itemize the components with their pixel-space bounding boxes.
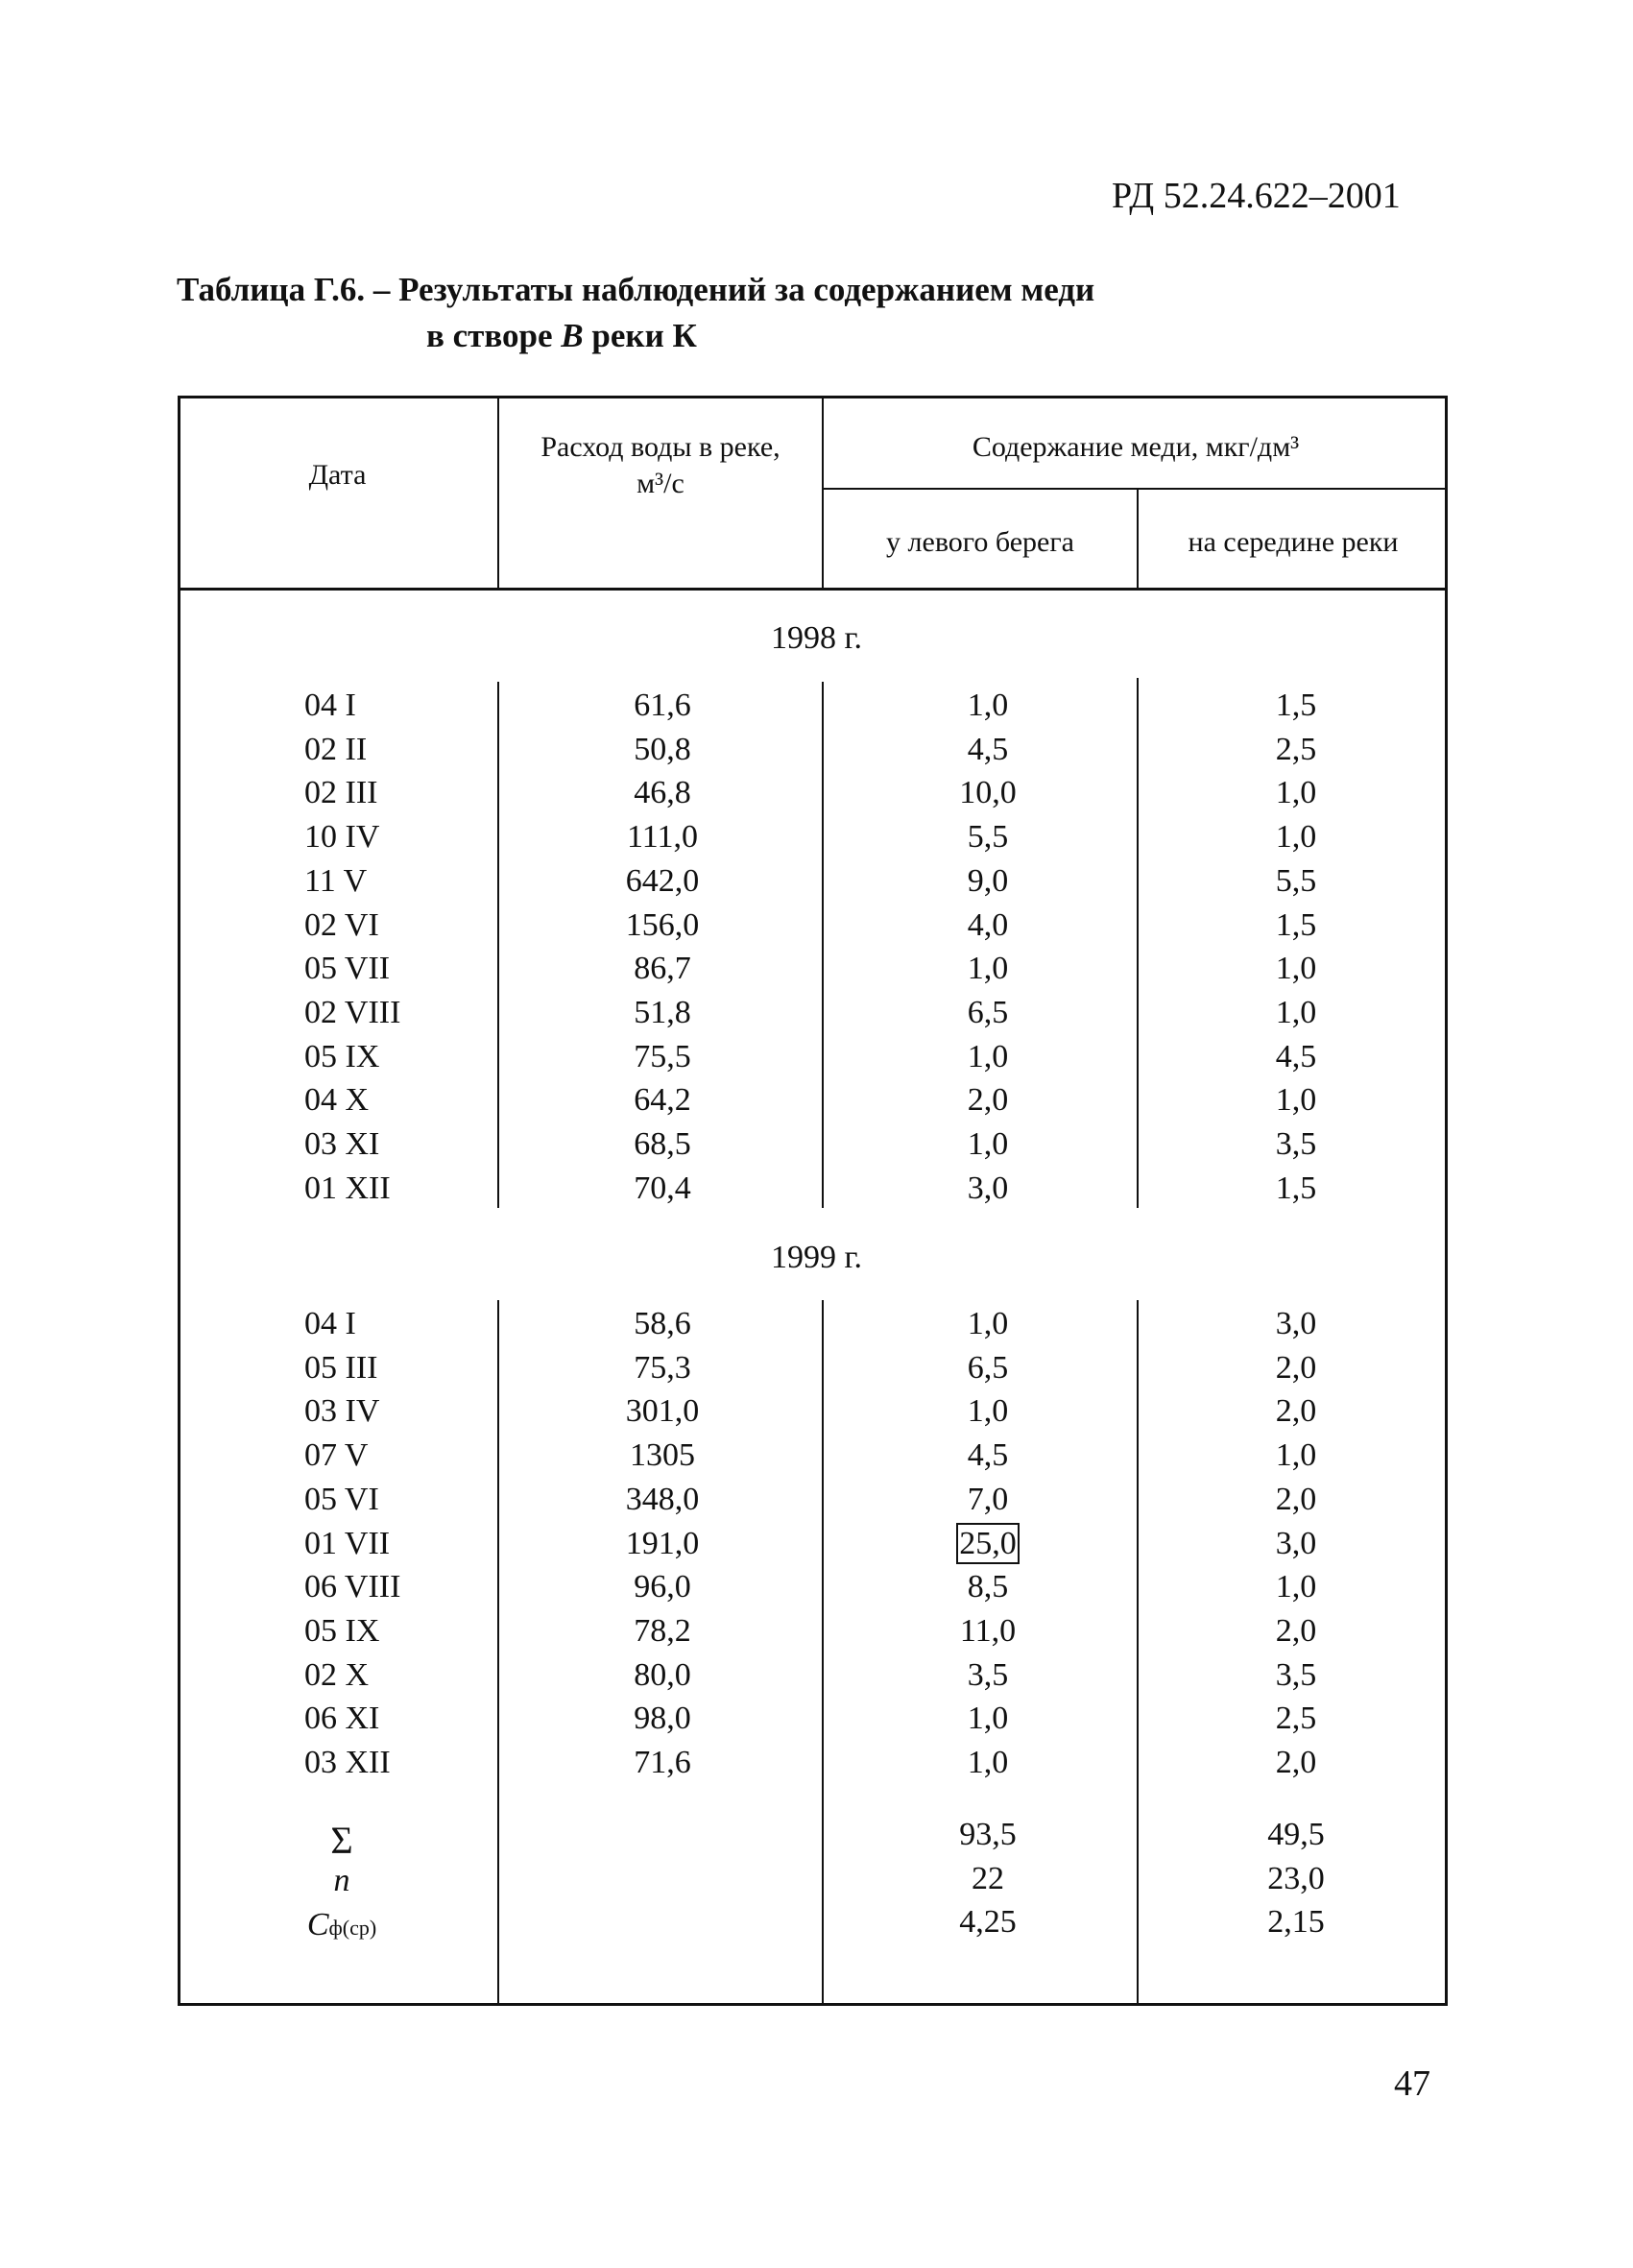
row-flow: 58,6 [634, 1306, 691, 1341]
row-date: 05 VII [304, 951, 391, 986]
row-flow: 75,5 [634, 1039, 691, 1074]
row-date: 06 VIII [304, 1569, 401, 1604]
row-left-bank: 1,0 [967, 1701, 1009, 1736]
row-mid-river: 2,0 [1275, 1482, 1317, 1517]
row-mid-river: 1,0 [1275, 1569, 1317, 1604]
row-left-bank: 4,5 [967, 732, 1009, 767]
c-symbol-subscript: ф(ср) [328, 1916, 377, 1940]
row-mid-river: 3,0 [1275, 1306, 1317, 1341]
c-symbol [284, 1907, 399, 1943]
row-flow: 71,6 [634, 1745, 691, 1780]
row-date: 05 IX [304, 1039, 380, 1074]
row-date: 01 VII [304, 1526, 391, 1561]
row-flow: 70,4 [634, 1170, 691, 1206]
c-left: 4,25 [959, 1904, 1017, 1940]
row-flow: 1305 [630, 1437, 695, 1473]
row-left-bank: 3,5 [967, 1657, 1009, 1693]
row-mid-river: 5,5 [1275, 863, 1317, 899]
row-date: 02 III [304, 775, 378, 810]
row-flow: 642,0 [625, 863, 700, 899]
row-left-bank: 6,5 [967, 995, 1009, 1030]
row-date: 03 XII [304, 1745, 391, 1780]
row-left-bank: 8,5 [967, 1569, 1009, 1604]
row-left-bank: 4,5 [967, 1437, 1009, 1473]
n-left: 22 [972, 1861, 1004, 1896]
vline-1999-2 [822, 1300, 824, 2006]
row-date: 10 IV [304, 819, 380, 855]
row-left-bank: 1,0 [967, 1393, 1009, 1429]
row-left-bank: 1,0 [967, 951, 1009, 986]
row-left-bank: 5,5 [967, 819, 1009, 855]
sum-left: 93,5 [959, 1817, 1017, 1852]
row-mid-river: 2,0 [1275, 1393, 1317, 1429]
vline-1998-3 [1137, 678, 1139, 1208]
row-mid-river: 1,5 [1275, 1170, 1317, 1206]
c-symbol-letter: C [306, 1907, 329, 1942]
header-copper: Содержание меди, мкг/дм³ [972, 431, 1300, 463]
row-date: 11 V [304, 863, 368, 899]
header-date: Дата [308, 459, 367, 491]
row-date: 02 VIII [304, 995, 401, 1030]
row-mid-river: 2,0 [1275, 1745, 1317, 1780]
year-label-1998: 1998 г. [770, 620, 863, 656]
row-date: 07 V [304, 1437, 369, 1473]
row-flow: 61,6 [634, 688, 691, 723]
row-flow: 191,0 [625, 1526, 700, 1561]
row-flow: 51,8 [634, 995, 691, 1030]
row-mid-river: 1,0 [1275, 775, 1317, 810]
row-left-bank: 7,0 [967, 1482, 1009, 1517]
row-date: 02 VI [304, 907, 379, 943]
row-mid-river: 1,0 [1275, 1082, 1317, 1118]
row-date: 03 XI [304, 1126, 380, 1162]
row-flow: 46,8 [634, 775, 691, 810]
n-mid: 23,0 [1267, 1861, 1325, 1896]
title-text-italic: B [561, 317, 584, 354]
year-label-1999: 1999 г. [770, 1240, 863, 1275]
row-date: 05 III [304, 1350, 378, 1386]
row-mid-river: 3,0 [1275, 1526, 1317, 1561]
highlighted-value: 25,0 [959, 1526, 1017, 1561]
row-mid-river: 1,0 [1275, 951, 1317, 986]
row-date: 02 II [304, 732, 368, 767]
row-mid-river: 1,5 [1275, 907, 1317, 943]
row-date: 04 X [304, 1082, 370, 1118]
row-flow: 98,0 [634, 1701, 691, 1736]
row-date: 01 XII [304, 1170, 391, 1206]
row-flow: 301,0 [625, 1393, 700, 1429]
header-mid-river: на середине реки [1188, 526, 1399, 558]
row-mid-river: 1,0 [1275, 995, 1317, 1030]
row-left-bank: 1,0 [967, 1306, 1009, 1341]
table-title-line2 [426, 317, 697, 355]
title-text-post: реки К [583, 317, 697, 354]
row-date: 02 X [304, 1657, 370, 1693]
row-left-bank: 2,0 [967, 1082, 1009, 1118]
row-mid-river: 2,0 [1275, 1613, 1317, 1649]
header-flow-line2: м³/с [636, 467, 684, 499]
sum-symbol: Σ [330, 1819, 353, 1862]
row-left-bank: 1,0 [967, 1126, 1009, 1162]
row-mid-river: 2,0 [1275, 1350, 1317, 1386]
row-left-bank: 1,0 [967, 1039, 1009, 1074]
row-left-bank [940, 1528, 1036, 1560]
row-flow: 75,3 [634, 1350, 691, 1386]
row-mid-river: 3,5 [1275, 1657, 1317, 1693]
row-flow: 156,0 [625, 907, 700, 943]
row-mid-river: 1,5 [1275, 688, 1317, 723]
header-rule-bottom [178, 588, 1448, 591]
row-mid-river: 3,5 [1275, 1126, 1317, 1162]
page-number: 47 [1394, 2063, 1430, 2104]
header-left-bank: у левого берега [886, 526, 1074, 558]
row-left-bank: 1,0 [967, 1745, 1009, 1780]
row-flow: 78,2 [634, 1613, 691, 1649]
row-left-bank: 1,0 [967, 688, 1009, 723]
c-mid: 2,15 [1267, 1904, 1325, 1940]
row-left-bank: 9,0 [967, 863, 1009, 899]
n-symbol: n [333, 1863, 350, 1898]
vline-1999-1 [497, 1300, 499, 2006]
row-date: 04 I [304, 688, 356, 723]
row-flow: 348,0 [625, 1482, 700, 1517]
title-text-pre: в створе [426, 317, 562, 354]
row-flow: 80,0 [634, 1657, 691, 1693]
row-left-bank: 4,0 [967, 907, 1009, 943]
row-date: 06 XI [304, 1701, 380, 1736]
row-flow: 111,0 [627, 819, 698, 855]
row-left-bank: 3,0 [967, 1170, 1009, 1206]
sum-mid: 49,5 [1267, 1817, 1325, 1852]
row-flow: 64,2 [634, 1082, 691, 1118]
row-mid-river: 4,5 [1275, 1039, 1317, 1074]
row-mid-river: 1,0 [1275, 1437, 1317, 1473]
header-rule-sub [822, 488, 1448, 490]
row-flow: 50,8 [634, 732, 691, 767]
document-code: РД 52.24.622–2001 [1112, 176, 1401, 216]
row-mid-river: 2,5 [1275, 732, 1317, 767]
row-date: 03 IV [304, 1393, 380, 1429]
vline-1998-1 [497, 682, 499, 1208]
row-left-bank: 11,0 [959, 1613, 1017, 1649]
row-flow: 68,5 [634, 1126, 691, 1162]
row-flow: 96,0 [634, 1569, 691, 1604]
header-flow [499, 429, 822, 501]
table-title: Таблица Г.6. – Результаты наблюдений за содержанием меди [177, 271, 1095, 308]
row-flow: 86,7 [634, 951, 691, 986]
row-left-bank: 10,0 [959, 775, 1017, 810]
row-mid-river: 1,0 [1275, 819, 1317, 855]
header-flow-line1: Расход воды в реке, [540, 431, 780, 463]
row-mid-river: 2,5 [1275, 1701, 1317, 1736]
row-date: 05 IX [304, 1613, 380, 1649]
row-left-bank: 6,5 [967, 1350, 1009, 1386]
vline-1999-3 [1137, 1300, 1139, 2006]
row-date: 04 I [304, 1306, 356, 1341]
vline-1998-2 [822, 682, 824, 1208]
row-date: 05 VI [304, 1482, 379, 1517]
